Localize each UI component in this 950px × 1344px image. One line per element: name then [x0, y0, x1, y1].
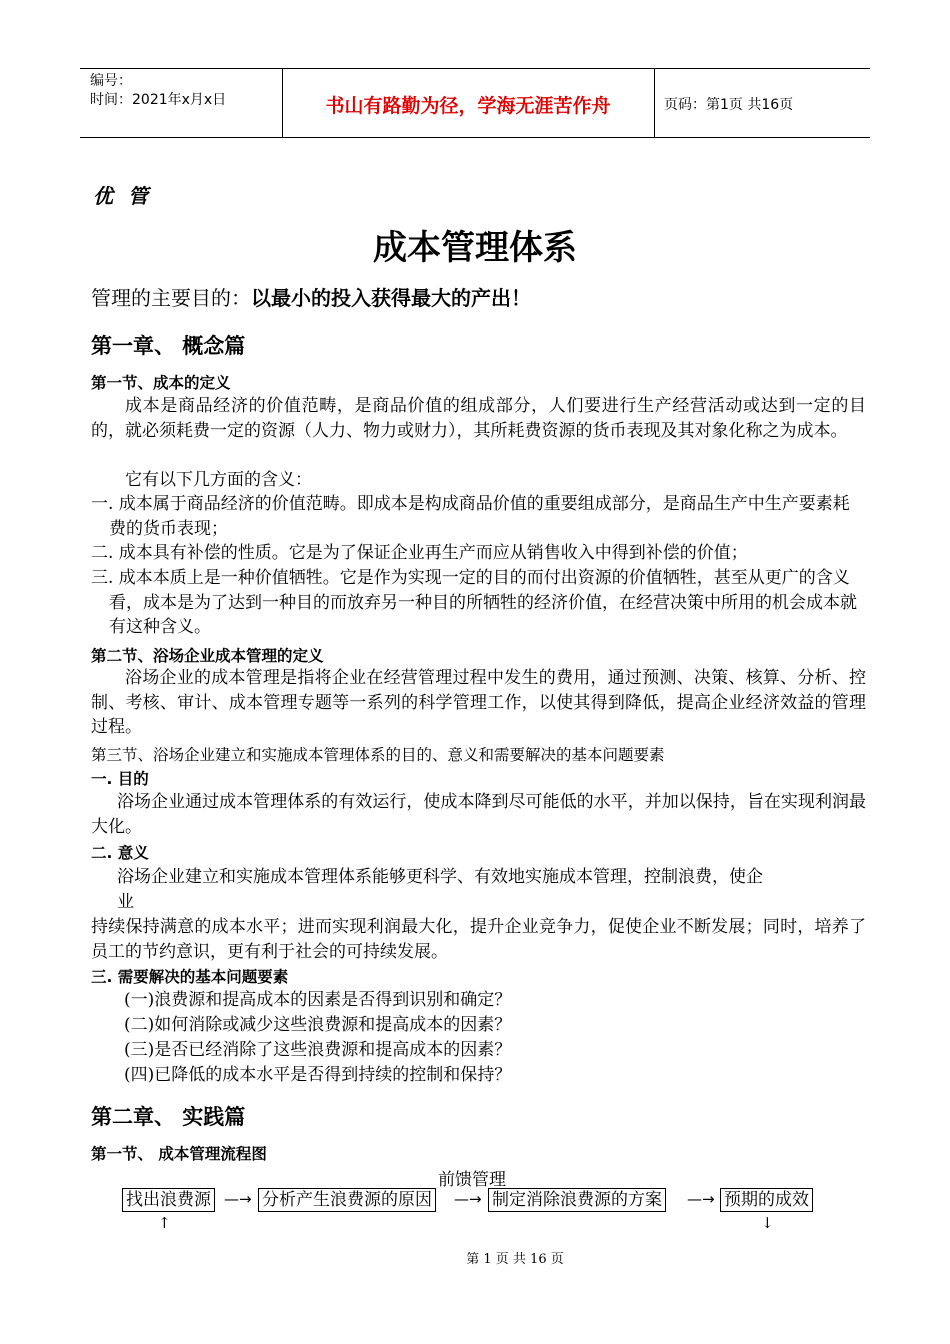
flow-arrow: —→: [224, 1190, 252, 1208]
header-page-info: 页码：第1页 共16页: [664, 97, 794, 113]
chapter1-heading: 第一章、 概念篇: [91, 334, 246, 358]
flow-arrow: —→: [687, 1190, 715, 1208]
paragraph: 业: [117, 892, 134, 912]
page-title: 成本管理体系: [373, 228, 577, 268]
header-divider: [654, 69, 655, 137]
purpose-line: [91, 282, 531, 311]
time-label: 时间：2021年x月x日: [90, 92, 227, 108]
number-label: 编号：: [90, 73, 132, 89]
section-heading: 第二节、浴场企业成本管理的定义: [91, 647, 324, 665]
flow-box: 分析产生浪费源的原因: [258, 1188, 436, 1212]
section-heading: 第三节、浴场企业建立和实施成本管理体系的目的、意义和需要解决的基本问题要素: [91, 746, 665, 764]
paragraph: 浴场企业通过成本管理体系的有效运行，使成本降到尽可能低的水平，并加以保持，旨在实现利润最大化。: [91, 792, 866, 837]
list-item: (四)已降低的成本水平是否得到持续的控制和保持？: [124, 1065, 512, 1085]
subsection-heading: 一. 目的: [91, 770, 149, 788]
header-table: [80, 68, 870, 138]
section-heading: 第一节、成本的定义: [91, 374, 231, 392]
subsection-heading: 三. 需要解决的基本问题要素: [91, 968, 289, 986]
paragraph: 成本是商品经济的价值范畴，是商品价值的组成部分，人们要进行生产经营活动或达到一定的目的，就必须耗费一定的资源（人力、物力或财力），其所耗费资源的货币表现及其对象化称之为成本。: [91, 396, 866, 441]
flow-arrow: —→: [454, 1190, 482, 1208]
flow-top-label: 前馈管理: [438, 1170, 506, 1190]
chapter2-heading: 第二章、 实践篇: [91, 1105, 246, 1129]
purpose-bold: 以最小的投入获得最大的产出！: [251, 286, 531, 310]
list-item: (三)是否已经消除了这些浪费源和提高成本的因素？: [124, 1040, 512, 1060]
paragraph: 持续保持满意的成本水平；进而实现利润最大化，提升企业竞争力，促使企业不断发展；同时，培养了员工的节约意识，更有利于社会的可持续发展。: [91, 917, 866, 962]
list-item: 三. 成本本质上是一种价值牺牲。它是作为实现一定的目的而付出资源的价值牺牲，甚至从更广的含义看，成本是为了达到一种目的而放弃另一种目的所牺牲的经济价值，在经营决策中所用的机会成本就有这种含义。: [91, 568, 857, 637]
list-item: 一. 成本属于商品经济的价值范畴。即成本是构成商品价值的重要组成部分，是商品生产中生产要素耗费的货币表现；: [91, 494, 850, 539]
header-motto: 书山有路勤为径，学海无涯苦作舟: [325, 95, 611, 117]
list-item: (二)如何消除或减少这些浪费源和提高成本的因素？: [124, 1015, 512, 1035]
paragraph: 它有以下几方面的含义：: [125, 470, 312, 490]
page-footer: 第 1 页 共 16 页: [466, 1252, 564, 1267]
up-arrow-icon: ↑: [158, 1214, 171, 1232]
purpose-label: 管理的主要目的：: [91, 286, 251, 310]
paragraph: 浴场企业的成本管理是指将企业在经营管理过程中发生的费用，通过预测、决策、核算、分析、控制、考核、审计、成本管理专题等一系列的科学管理工作，以使其得到降低，提高企业经济效益的管理过程。: [91, 668, 866, 737]
section-heading: 第一节、 成本管理流程图: [91, 1145, 267, 1163]
header-meta: [90, 72, 226, 110]
flow-box: 制定消除浪费源的方案: [488, 1188, 666, 1212]
list-item: (一)浪费源和提高成本的因素是否得到识别和确定？: [124, 990, 512, 1010]
list-item: 二. 成本具有补偿的性质。它是为了保证企业再生产而应从销售收入中得到补偿的价值；: [91, 543, 748, 563]
down-arrow-icon: ↓: [761, 1214, 774, 1232]
subsection-heading: 二. 意义: [91, 844, 149, 862]
logo-text: 优 管: [93, 184, 152, 208]
flow-box: 预期的成效: [720, 1188, 813, 1212]
paragraph: 浴场企业建立和实施成本管理体系能够更科学、有效地实施成本管理，控制浪费，使企: [117, 867, 763, 887]
flow-box: 找出浪费源: [122, 1188, 215, 1212]
